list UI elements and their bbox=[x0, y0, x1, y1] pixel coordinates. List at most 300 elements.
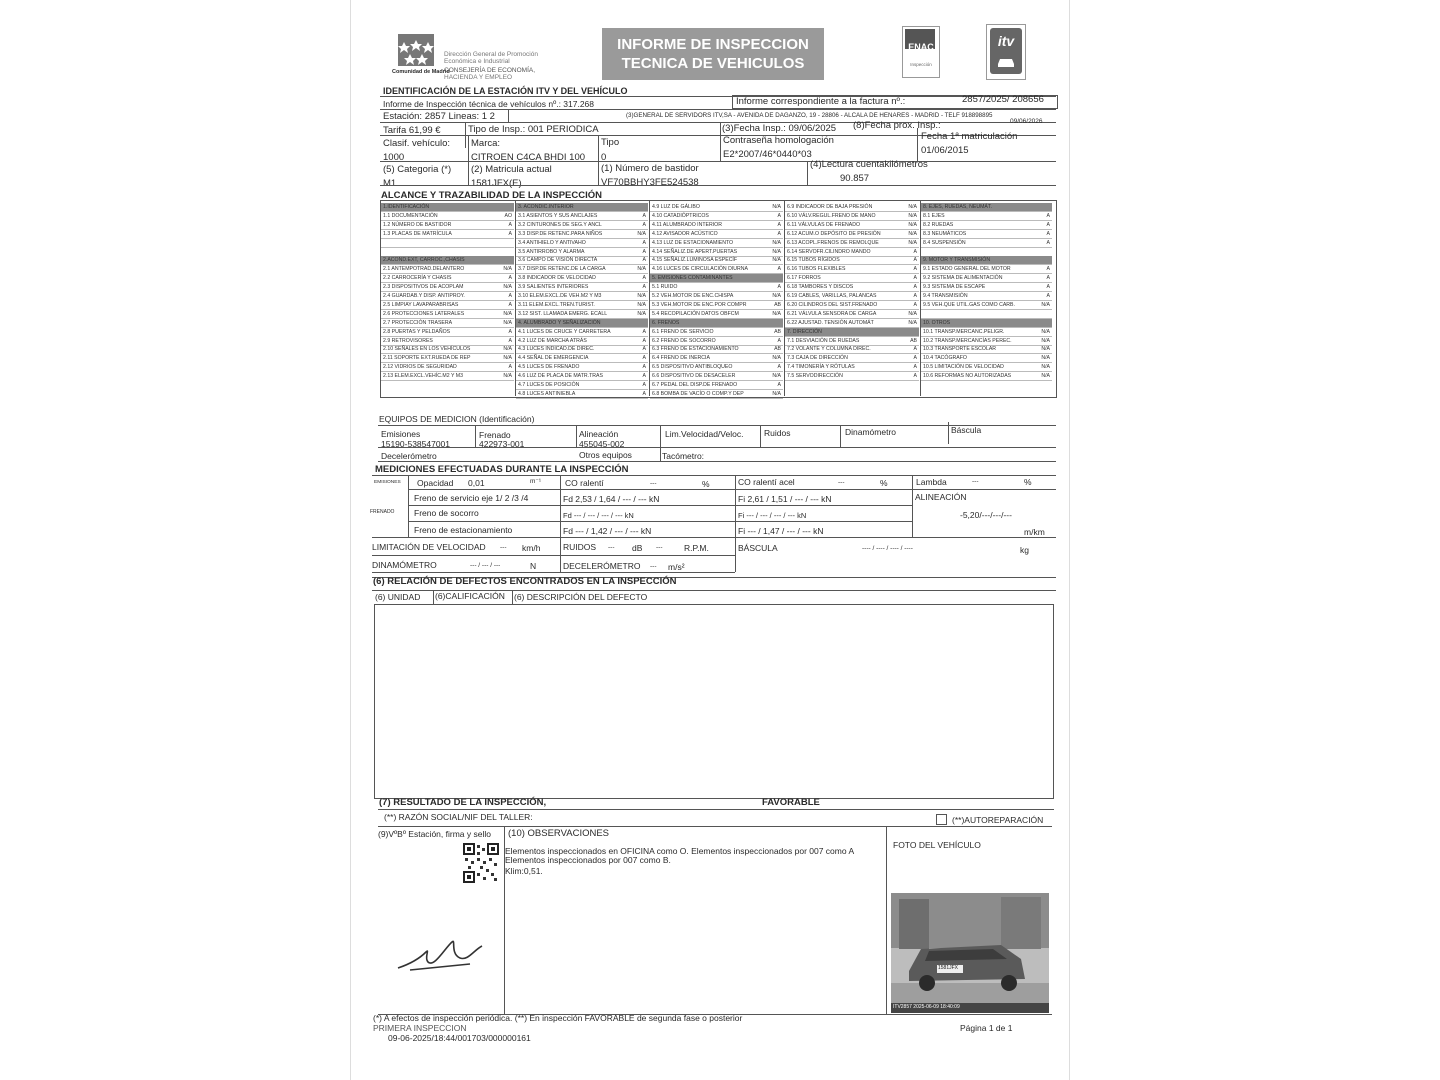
scope-item bbox=[921, 345, 1052, 354]
region-name: Comunidad de Madrid bbox=[392, 69, 450, 75]
scope-section-title: ALCANCE Y TRAZABILIDAD DE LA INSPECCIÓN bbox=[381, 190, 602, 201]
scope-item-label: 3.11 ELEM.EXCL.TREN.TURIST. bbox=[518, 301, 595, 308]
scope-group-header bbox=[921, 256, 1052, 265]
scope-item-label: 2.3 DISPOSITIVOS DE ACOPLAM bbox=[383, 284, 464, 291]
scope-item bbox=[785, 283, 919, 292]
fecha-inspeccion: (3)Fecha Insp.: 09/06/2025 bbox=[722, 123, 837, 134]
scope-item-label: 3.2 CINTURONES DE SEG.Y ANCL bbox=[518, 221, 602, 228]
scope-item-result: A bbox=[642, 337, 646, 344]
defect-col-calif: (6)CALIFICACIÓN bbox=[435, 591, 505, 601]
scope-item-label: 6.21 VÁLVULA SENSORA DE CARGA bbox=[787, 310, 877, 317]
itv-label: itv bbox=[997, 33, 1015, 49]
scope-item bbox=[785, 345, 919, 354]
scope-item bbox=[650, 212, 783, 221]
scope-item bbox=[381, 283, 514, 292]
km-value: 90.857 bbox=[840, 173, 870, 184]
scope-item bbox=[650, 292, 783, 301]
scope-item-result: A bbox=[642, 248, 646, 255]
invoice-value: 2857/2025/ 208656 bbox=[962, 94, 1044, 105]
scope-item-result: N/A bbox=[637, 230, 646, 237]
scope-item bbox=[381, 239, 514, 248]
scope-item bbox=[650, 239, 783, 248]
scope-item bbox=[650, 337, 783, 346]
scope-item-label: 9. MOTOR Y TRANSMISIÓN bbox=[923, 257, 991, 264]
scope-item bbox=[921, 354, 1052, 363]
frenado-side-label: FRENADO bbox=[370, 509, 395, 515]
scope-item-label: 7.5 SERVODIRECCIÓN bbox=[787, 373, 843, 380]
scope-item-result: A bbox=[1046, 239, 1050, 246]
scope-item bbox=[381, 274, 514, 283]
scope-item bbox=[516, 221, 648, 230]
autorep-checkbox[interactable] bbox=[936, 814, 947, 825]
scope-item bbox=[921, 212, 1052, 221]
scope-item-label: 2.5 LIMPIAY LAVAPARABRISAS bbox=[383, 301, 459, 308]
decel-meas-value: --- bbox=[650, 563, 657, 570]
enac-sub: Inspección bbox=[910, 62, 932, 67]
scope-item bbox=[381, 337, 514, 346]
fecha-prox-value: 09/06/2026 bbox=[1010, 118, 1043, 125]
scope-item bbox=[785, 274, 919, 283]
scope-item-label: 4.12 AVISADOR ACÚSTICO bbox=[652, 230, 718, 237]
scope-item-result: AB bbox=[774, 346, 781, 353]
scope-item-result: A bbox=[642, 212, 646, 219]
footer-primera: PRIMERA INSPECCION bbox=[373, 1023, 467, 1033]
opacidad-label: Opacidad bbox=[417, 478, 454, 488]
photo-label: FOTO DEL VEHÍCULO bbox=[893, 840, 981, 850]
consejeria-line-2: HACIENDA Y EMPLEO bbox=[444, 74, 513, 81]
scope-item-result: N/A bbox=[1041, 328, 1050, 335]
scope-item-label: 4.7 LUCES DE POSICIÓN bbox=[518, 382, 580, 388]
scope-item-label: 4.8 LUCES ANTINIEBLA bbox=[518, 390, 576, 397]
km-label: (4)Lectura cuentakilómetros bbox=[810, 159, 928, 170]
scope-item-result: A bbox=[642, 355, 646, 362]
scope-item-result: N/A bbox=[772, 310, 781, 317]
scope-item-label: 4.6 LUZ DE PLACA DE MATR.TRAS bbox=[518, 373, 603, 380]
scope-item-label: 1.1 DOCUMENTACIÓN bbox=[383, 212, 438, 219]
scope-item-result: A bbox=[913, 248, 917, 255]
decelerometro-equip-label: Decelerómetro bbox=[381, 451, 437, 461]
scope-item-label: 5.4 RECOPILACIÓN DATOS OBFCM bbox=[652, 310, 739, 317]
limvel-meas-value: --- bbox=[500, 544, 507, 551]
co-acel-label: CO ralentí acel bbox=[738, 477, 795, 487]
matricula-label: (2) Matricula actual bbox=[471, 164, 552, 175]
scope-item-label: 6.15 TUBOS RÍGIDOS bbox=[787, 257, 840, 264]
scope-item bbox=[921, 230, 1052, 239]
scope-item bbox=[381, 292, 514, 301]
scope-item-label: 3.1 ASIENTOS Y SUS ANCLAJES bbox=[518, 212, 598, 219]
scope-item bbox=[650, 363, 783, 372]
bascula-meas-value: ---- / ---- / ---- / ---- bbox=[862, 545, 913, 552]
scope-item-label: 7.2 VOLANTE Y COLUMNA DIREC. bbox=[787, 346, 871, 353]
scope-item-label: 4.13 LUZ DE ESTACIONAMIENTO bbox=[652, 239, 734, 246]
lambda-label: Lambda bbox=[916, 477, 947, 487]
scope-item-result: A bbox=[508, 328, 512, 335]
scope-item-result: N/A bbox=[772, 355, 781, 362]
ident-section-title: IDENTIFICACIÓN DE LA ESTACIÓN ITV Y DEL VEHÍCULO bbox=[383, 86, 628, 96]
scope-item bbox=[516, 256, 648, 265]
bastidor-value: VF70BBHY3FE524538 bbox=[601, 177, 699, 188]
scope-item-result: A bbox=[1046, 293, 1050, 299]
scope-item-label: 2.4 GUARDAB.Y DISP. ANTIPROY. bbox=[383, 293, 465, 299]
scope-item-label: 6.10 VÁLV.REGUL.FRENO DE MANO bbox=[787, 212, 876, 219]
emisiones-value: 15190-538547001 bbox=[381, 439, 451, 449]
scope-item bbox=[650, 230, 783, 239]
scope-item-label: 4.9 LUZ DE GÁLIBO bbox=[652, 204, 700, 210]
scope-item-label: 9.2 SISTEMA DE ALIMENTACIÓN bbox=[923, 275, 1003, 282]
scope-item bbox=[921, 310, 1052, 319]
enac-label: ENAC bbox=[908, 42, 934, 52]
opacidad-value: 0,01 bbox=[468, 478, 485, 488]
scope-item-result: N/A bbox=[908, 204, 917, 210]
scope-item bbox=[785, 212, 919, 221]
scope-item-result: N/A bbox=[908, 319, 917, 326]
freno-estac-fd: Fd --- / 1,42 / --- / --- kN bbox=[563, 526, 652, 536]
obs-line-3: Klim:0,51. bbox=[505, 866, 543, 876]
scope-item-label: 4.10 CATADIÓPTRICOS bbox=[652, 212, 709, 219]
scope-item bbox=[921, 274, 1052, 283]
scope-item-label: 1.2 NÚMERO DE BASTIDOR bbox=[383, 221, 452, 228]
scope-item-label: 5. EMISIONES CONTAMINANTES bbox=[652, 275, 733, 282]
scope-item-result: N/A bbox=[503, 373, 512, 380]
scope-item-result: A bbox=[777, 382, 781, 388]
scope-item-label: 2.6 PROTECCIONES LATERALES bbox=[383, 310, 465, 317]
freno-servicio-label: Freno de servicio eje 1/ 2 /3 /4 bbox=[414, 493, 529, 503]
scope-item bbox=[921, 363, 1052, 372]
dinamometro-meas-value: --- / --- / --- bbox=[470, 562, 501, 569]
scope-item bbox=[516, 363, 648, 372]
scope-item bbox=[921, 372, 1052, 381]
scope-item bbox=[650, 265, 783, 274]
scope-item-result: A bbox=[913, 266, 917, 273]
enac-logo bbox=[902, 26, 940, 78]
scope-item-result: A bbox=[913, 301, 917, 308]
scope-item-label: 3.8 INDICADOR DE VELOCIDAD bbox=[518, 275, 596, 282]
freno-socorro-fd: Fd --- / --- / --- / --- kN bbox=[563, 511, 634, 520]
clasif-value: 1000 bbox=[383, 152, 405, 163]
scope-item-result: N/A bbox=[503, 266, 512, 273]
scope-item bbox=[381, 363, 514, 372]
scope-item-label: 3.3 DISP.DE RETENC.PARA NIÑOS bbox=[518, 230, 603, 237]
scope-item-result: A bbox=[642, 239, 646, 246]
categoria-label: (5) Categoria (*) bbox=[383, 164, 452, 175]
scope-item-label: 10.6 REFORMAS NO AUTORIZADAS bbox=[923, 373, 1012, 380]
scope-item-result: A bbox=[508, 293, 512, 299]
scope-column-divider bbox=[920, 200, 921, 396]
scope-item-result: N/A bbox=[772, 248, 781, 255]
scope-item bbox=[650, 256, 783, 265]
scope-item-label: 4. ALUMBRADO Y SEÑALIZACIÓN bbox=[518, 319, 601, 326]
scope-item-label: 2.7 PROTECCIÓN TRASERA bbox=[383, 319, 453, 326]
scope-item-result: N/A bbox=[1041, 337, 1050, 344]
frenado-equip-label: Frenado bbox=[479, 430, 511, 440]
scope-item bbox=[785, 354, 919, 363]
station-operator: (3)GENERAL DE SERVIDORS ITV,SA - AVENIDA DE DAGANZO, 19 - 28806 - ALCALA DE HENARES - MADRID - TELF 918898895 bbox=[626, 112, 993, 119]
scope-item-result: AB bbox=[910, 337, 917, 344]
matricula-value: 1581JFX(E) bbox=[471, 178, 522, 189]
scope-column-divider bbox=[784, 200, 785, 396]
scope-item-result: A bbox=[508, 364, 512, 371]
scope-item-result: N/A bbox=[772, 390, 781, 397]
scope-item bbox=[650, 381, 783, 390]
alineacion-equip-value: 455045-002 bbox=[579, 439, 625, 449]
scope-item-result: A bbox=[508, 275, 512, 282]
scope-item-label: 10.3 TRANSPORTE ESCOLAR bbox=[923, 346, 997, 353]
scope-item-label: 10.2 TRANSP.MERCANCÍAS PEREC. bbox=[923, 337, 1012, 344]
scope-item-result: N/A bbox=[637, 266, 646, 273]
scope-item bbox=[381, 372, 514, 381]
scope-item-label bbox=[381, 240, 383, 246]
scope-item bbox=[381, 310, 514, 319]
taller-label: (**) RAZÓN SOCIAL/NIF DEL TALLER: bbox=[384, 812, 533, 822]
scope-item bbox=[516, 337, 648, 346]
scope-item bbox=[516, 248, 648, 257]
obs-line-2: Elementos inspeccionados por 007 como B. bbox=[505, 855, 671, 865]
scope-item bbox=[650, 221, 783, 230]
scope-item-label: 3.12 SIST. LLAMADA EMERG. ECALL bbox=[518, 310, 608, 317]
scope-item bbox=[516, 274, 648, 283]
marca-label: Marca: bbox=[471, 138, 501, 149]
scope-item-label: 6.6 DISPOSITIVO DE DESACELER bbox=[652, 373, 736, 380]
scope-item-label: 3. ACONDIC.INTERIOR bbox=[518, 204, 574, 210]
scope-item-result: A bbox=[913, 275, 917, 282]
bastidor-label: (1) Número de bastidor bbox=[601, 163, 699, 174]
photo-plate: 1581JFX bbox=[938, 965, 959, 971]
decel-meas-label: DECELERÓMETRO bbox=[563, 561, 641, 571]
scope-item bbox=[785, 239, 919, 248]
scope-item-result: N/A bbox=[503, 310, 512, 317]
scope-item-result: AB bbox=[774, 328, 781, 335]
scope-group-header bbox=[650, 319, 783, 328]
scope-item-label: 2.2 CARROCERÍA Y CHASIS bbox=[383, 275, 452, 282]
scope-item bbox=[921, 248, 1052, 257]
fecha-prox-label: (8)Fecha prox. Insp.: bbox=[853, 120, 941, 131]
scope-item-result: N/A bbox=[908, 239, 917, 246]
scope-item-label: 6. FRENOS bbox=[652, 319, 680, 326]
frenado-equip-value: 422973-001 bbox=[479, 439, 525, 449]
defect-col-desc: (6) DESCRIPCIÓN DEL DEFECTO bbox=[514, 592, 648, 602]
scope-item-result: A bbox=[642, 382, 646, 388]
scope-item-label: 6.16 TUBOS FLEXIBLES bbox=[787, 266, 846, 273]
invoice-label: Informe correspondiente a la factura nº.: bbox=[736, 96, 906, 107]
first-reg-value: 01/06/2015 bbox=[921, 145, 969, 156]
scope-item-label: 4.3 LUCES INDICAD.DE DIREC. bbox=[518, 346, 595, 353]
measurements-section-title: MEDICIONES EFECTUADAS DURANTE LA INSPECCIÓN bbox=[375, 464, 629, 475]
scope-item bbox=[650, 328, 783, 337]
scope-item-label: 3.4 ANTIHIELO Y ANTIVAHO bbox=[518, 239, 586, 246]
scope-item-label: 10. OTROS bbox=[923, 319, 951, 326]
scope-item-label: 6.14 SERVOFR.CILINDRO MANDO bbox=[787, 248, 871, 255]
emisiones-label: Emisiones bbox=[381, 429, 421, 439]
scope-item-result: A bbox=[777, 284, 781, 291]
scope-item-label bbox=[921, 249, 923, 255]
report-title-line-2: TECNICA DE VEHICULOS bbox=[621, 55, 805, 72]
scope-item-result: A bbox=[642, 364, 646, 371]
tipo-label: Tipo bbox=[601, 137, 620, 148]
scope-item bbox=[921, 328, 1052, 337]
scope-item bbox=[381, 354, 514, 363]
scope-item-label: 6.19 CABLES, VARILLAS, PALANCAS bbox=[787, 293, 877, 299]
scope-item bbox=[650, 301, 783, 310]
scope-item bbox=[650, 310, 783, 319]
freno-estac-fi: Fi --- / 1,47 / --- / --- kN bbox=[738, 526, 824, 536]
scope-item bbox=[785, 337, 919, 346]
scope-item-result: A bbox=[508, 301, 512, 308]
scope-item-label: 6.17 FORROS bbox=[787, 275, 821, 282]
scope-column-divider bbox=[515, 200, 516, 396]
otros-equip-label: Otros equipos bbox=[579, 450, 632, 460]
scope-item-label: 4.5 LUCES DE FRENADO bbox=[518, 364, 580, 371]
scope-item bbox=[516, 230, 648, 239]
co-ralenti-label: CO ralentí bbox=[565, 478, 604, 488]
ruidos-meas-unit-2: R.P.M. bbox=[684, 543, 709, 553]
scope-item-label: 10.5 LIMITACIÓN DE VELOCIDAD bbox=[923, 364, 1004, 371]
marca-value: CITROEN C4CA BHDI 100 bbox=[471, 152, 586, 163]
scope-item-result: N/A bbox=[503, 319, 512, 326]
scope-item-label: 8.3 NEUMÁTICOS bbox=[923, 230, 967, 237]
scope-item-result: N/A bbox=[1041, 301, 1050, 308]
scope-item-label: 10.1 TRANSP.MERCANC.PELIGR. bbox=[923, 328, 1005, 335]
scope-item bbox=[921, 265, 1052, 274]
scope-item-result: N/A bbox=[1041, 373, 1050, 380]
scope-item-result: N/A bbox=[637, 301, 646, 308]
scope-item bbox=[381, 265, 514, 274]
scope-item-label: 4.11 ALUMBRADO INTERIOR bbox=[652, 221, 722, 228]
scope-item bbox=[785, 221, 919, 230]
scope-item-label: 6.3 FRENO DE ESTACIONAMIENTO bbox=[652, 346, 739, 353]
lambda-value: --- bbox=[972, 478, 979, 485]
scope-item bbox=[516, 283, 648, 292]
scope-item-result: A bbox=[913, 284, 917, 291]
tarifa: Tarifa 61,99 € bbox=[383, 125, 441, 136]
scope-item-label: 2.10 SEÑALES EN LOS VEHÍCULOS bbox=[383, 346, 471, 353]
limvel-meas-unit: km/h bbox=[522, 543, 541, 553]
scope-item-result: N/A bbox=[772, 373, 781, 380]
scope-item-result: A bbox=[913, 373, 917, 380]
scope-item-result: N/A bbox=[908, 230, 917, 237]
obs-label: (10) OBSERVACIONES bbox=[508, 828, 610, 839]
scope-item bbox=[650, 248, 783, 257]
scope-item bbox=[381, 301, 514, 310]
limvel-equip-label: Lim.Velocidad/Veloc. bbox=[665, 429, 744, 439]
scope-item bbox=[785, 203, 919, 212]
alineacion-meas-label: ALINEACIÓN bbox=[915, 492, 967, 502]
scope-item bbox=[650, 283, 783, 292]
scope-item bbox=[921, 221, 1052, 230]
scope-item bbox=[516, 354, 648, 363]
scope-item bbox=[650, 372, 783, 381]
ruidos-meas-value-2: --- bbox=[656, 544, 663, 551]
co-acel-unit: % bbox=[880, 478, 888, 488]
scope-item bbox=[516, 390, 648, 399]
scope-item-label: 2.13 ELEM.EXCL.VEHÍC.M2 Y M3 bbox=[383, 373, 463, 380]
scope-item-result: A bbox=[508, 221, 512, 228]
scope-item-result: N/A bbox=[772, 257, 781, 264]
scope-item bbox=[516, 345, 648, 354]
scope-item bbox=[785, 310, 919, 319]
scope-item bbox=[516, 212, 648, 221]
opacidad-unit: m⁻¹ bbox=[530, 478, 542, 485]
defects-box bbox=[374, 604, 1054, 799]
scope-item bbox=[381, 230, 514, 239]
vehicle-photo bbox=[891, 893, 1049, 1013]
scope-item-label: 6.7 PEDAL DEL DISP.DE FRENADO bbox=[652, 382, 738, 388]
scope-item-label: 8. EJES, RUEDAS, NEUMÁT. bbox=[923, 204, 992, 210]
categoria-value: M1 bbox=[383, 178, 397, 189]
scope-item-result: A bbox=[777, 337, 781, 344]
scope-item-label: 2.8 PUERTAS Y PELDAÑOS bbox=[383, 328, 451, 335]
co-ralenti-value: --- bbox=[650, 480, 657, 487]
scope-item-result: N/A bbox=[1041, 346, 1050, 353]
scope-item-label: 7.4 TIMONERÍA Y RÓTULAS bbox=[787, 364, 855, 371]
scope-group-header bbox=[650, 274, 783, 283]
scope-item-label: 6.2 FRENO DE SOCORRO bbox=[652, 337, 716, 344]
alineacion-equip-label: Alineación bbox=[579, 429, 619, 439]
obs-line-1: Elementos inspeccionados en OFICINA como O. Elementos inspeccionados por 007 como A bbox=[505, 846, 855, 856]
scope-item-result: A bbox=[913, 346, 917, 353]
scope-item-label: 9.3 SISTEMA DE ESCAPE bbox=[923, 284, 986, 291]
photo-caption: ITV2857 2025-06-09 18:40:09 bbox=[893, 1004, 960, 1010]
scope-item bbox=[921, 337, 1052, 346]
scope-item bbox=[650, 203, 783, 212]
scope-item-label: 3.6 CAMPO DE VISIÓN DIRECTA bbox=[518, 257, 598, 264]
alineacion-meas-value: -5,20/---/---/--- bbox=[960, 510, 1012, 520]
report-title-line-1: INFORME DE INSPECCION bbox=[617, 36, 809, 53]
scope-item-label: 9.4 TRANSMISIÓN bbox=[923, 293, 968, 299]
scope-item-label bbox=[921, 311, 923, 317]
scope-item-label: 2.12 VIDRIOS DE SEGURIDAD bbox=[383, 364, 457, 371]
dept-line-2: Económica e Industrial bbox=[444, 58, 510, 65]
limvel-meas-label: LIMITACIÓN DE VELOCIDAD bbox=[372, 542, 486, 552]
station-lines: Estación: 2857 Lineas: 1 2 bbox=[383, 111, 495, 122]
scope-item-label: 4.2 LUZ DE MARCHA ATRÁS bbox=[518, 337, 587, 344]
madrid-logo bbox=[396, 32, 436, 68]
scope-item bbox=[381, 345, 514, 354]
scope-item bbox=[785, 292, 919, 301]
scope-item bbox=[516, 381, 648, 390]
scope-item-result: AB bbox=[774, 301, 781, 308]
scope-item-result: A bbox=[1046, 221, 1050, 228]
alineacion-meas-unit: m/km bbox=[1024, 527, 1045, 537]
scope-item bbox=[381, 212, 514, 221]
scope-item bbox=[381, 319, 514, 328]
scope-item-result: N/A bbox=[772, 239, 781, 246]
scope-item bbox=[381, 248, 514, 257]
scope-item bbox=[381, 221, 514, 230]
ruidos-equip-label: Ruidos bbox=[764, 428, 791, 438]
scope-item bbox=[381, 328, 514, 337]
scope-item-label: 6.20 CILINDROS DEL SIST.FRENADO bbox=[787, 301, 878, 308]
scope-item-label bbox=[381, 249, 383, 255]
ruidos-meas-unit-1: dB bbox=[632, 543, 643, 553]
scope-item bbox=[785, 363, 919, 372]
dinamometro-equip-label: Dinamómetro bbox=[845, 427, 897, 437]
scope-item-result: A bbox=[1046, 212, 1050, 219]
scope-item-result: A bbox=[913, 257, 917, 264]
scope-item-label: 6.8 BOMBA DE VACÍO O COMP.Y DEP bbox=[652, 390, 744, 397]
scope-item bbox=[650, 390, 783, 399]
scope-item bbox=[921, 292, 1052, 301]
tipo-value: 0 bbox=[601, 152, 607, 163]
scope-item-label: 4.4 SEÑAL DE EMERGENCIA bbox=[518, 355, 589, 362]
scope-item-label: 6.5 DISPOSITIVO ANTIBLOQUEO bbox=[652, 364, 733, 371]
scope-item-label: 9.1 ESTADO GENERAL DEL MOTOR bbox=[923, 266, 1011, 273]
scope-item bbox=[650, 354, 783, 363]
scope-item bbox=[516, 328, 648, 337]
scope-group-header bbox=[516, 203, 648, 212]
scope-item-result: A bbox=[642, 346, 646, 353]
scope-item-result: N/A bbox=[772, 293, 781, 299]
scope-item bbox=[516, 265, 648, 274]
